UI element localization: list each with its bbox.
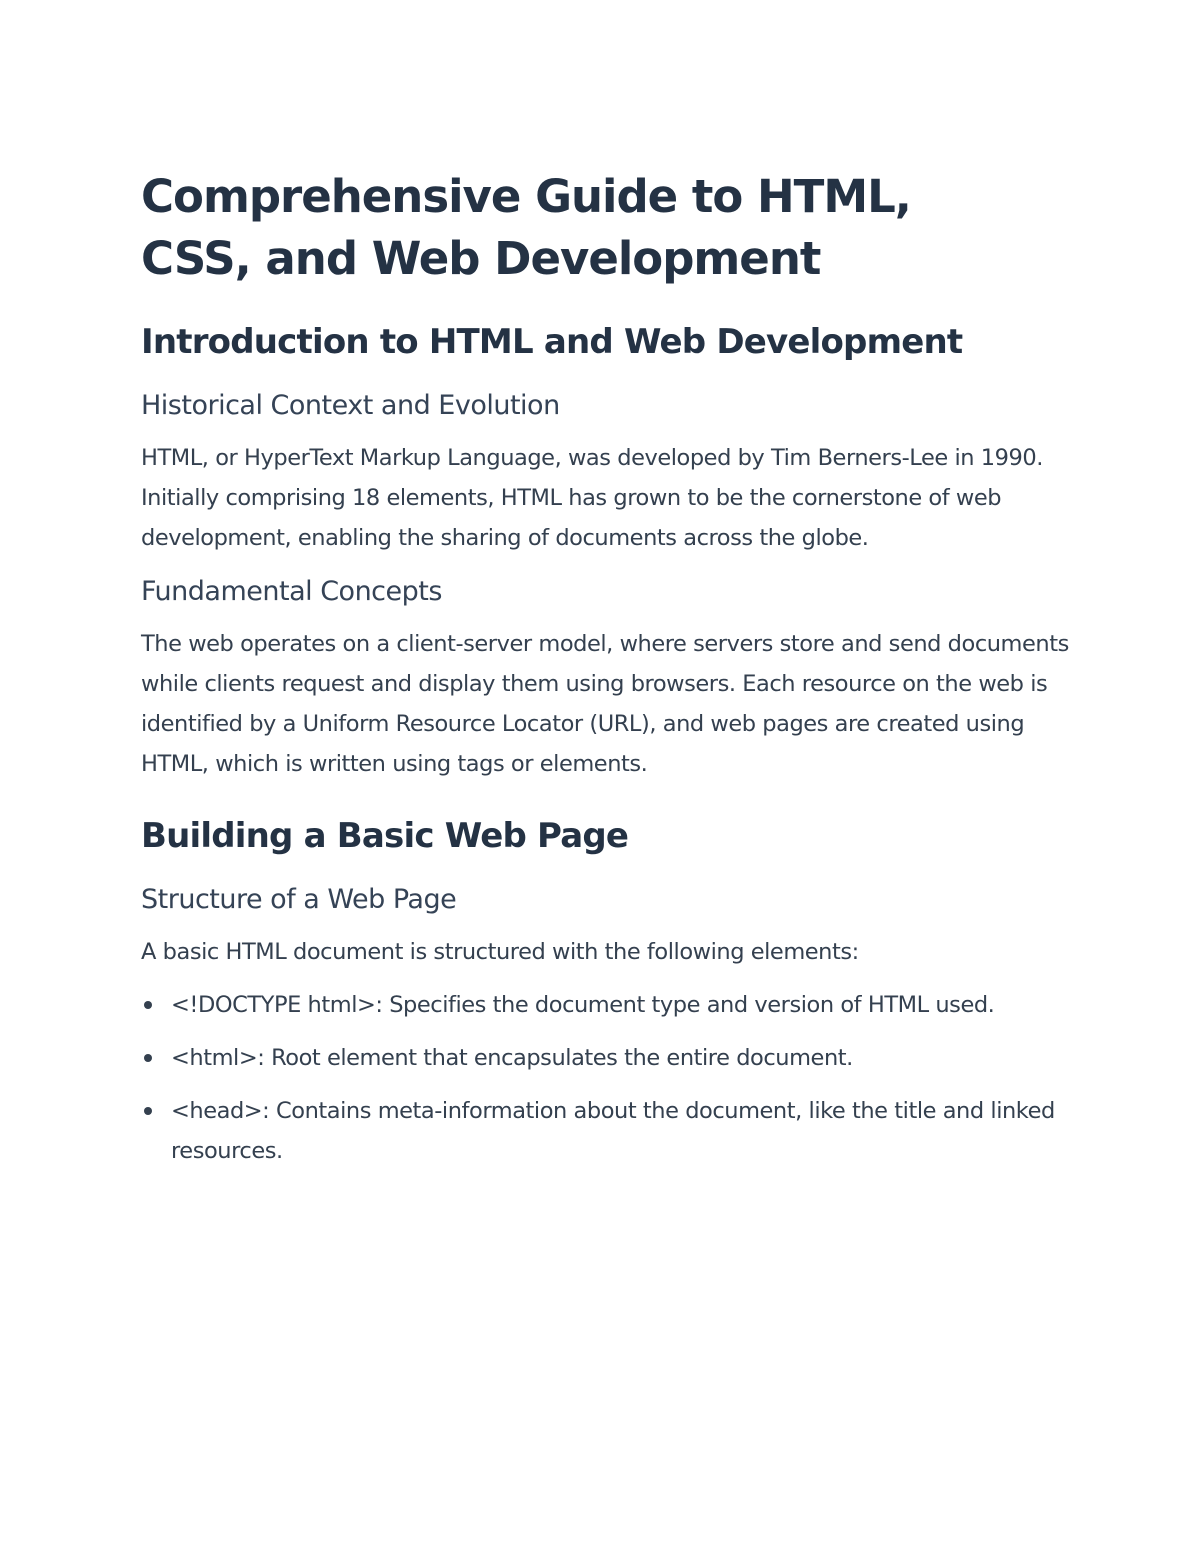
section-heading-introduction: Introduction to HTML and Web Development: [141, 322, 963, 362]
bullet-icon: [144, 1054, 152, 1062]
list-item: [141, 1091, 1071, 1171]
list-item: [141, 1038, 1071, 1078]
section-heading-building-basic-page: Building a Basic Web Page: [141, 816, 629, 856]
paragraph-fundamental-concepts: The web operates on a client-server model, where servers store and send documents while clients request and display them using browsers. Each resource on the web is identified by a Uniform Resource Locator (URL), and web pages are created using HTML, which is written using tags or elements.: [141, 631, 1069, 777]
paragraph-structure-intro: A basic HTML document is structured with the following elements:: [141, 939, 859, 965]
bullet-icon: [144, 1107, 152, 1115]
list-item-text: <head>: Contains meta-information about the document, like the title and linked resources.: [171, 1098, 1055, 1164]
document-page: [141, 166, 1071, 1171]
document-title: Comprehensive Guide to HTML, CSS, and Web Development: [141, 170, 911, 285]
structure-element-list: [141, 985, 1071, 1171]
list-item-text: <!DOCTYPE html>: Specifies the document type and version of HTML used.: [171, 992, 995, 1018]
subsection-heading-historical-context: Historical Context and Evolution: [141, 390, 560, 421]
subsection-heading-structure: Structure of a Web Page: [141, 884, 457, 915]
list-item-text: <html>: Root element that encapsulates the entire document.: [171, 1045, 853, 1071]
bullet-icon: [144, 1001, 152, 1009]
list-item: [141, 985, 1071, 1025]
subsection-heading-fundamental-concepts: Fundamental Concepts: [141, 576, 442, 607]
paragraph-historical-context: HTML, or HyperText Markup Language, was developed by Tim Berners-Lee in 1990. Initially comprising 18 elements, HTML has grown to be the cornerstone of web development, enabling the sharing of documents across the globe.: [141, 445, 1043, 551]
